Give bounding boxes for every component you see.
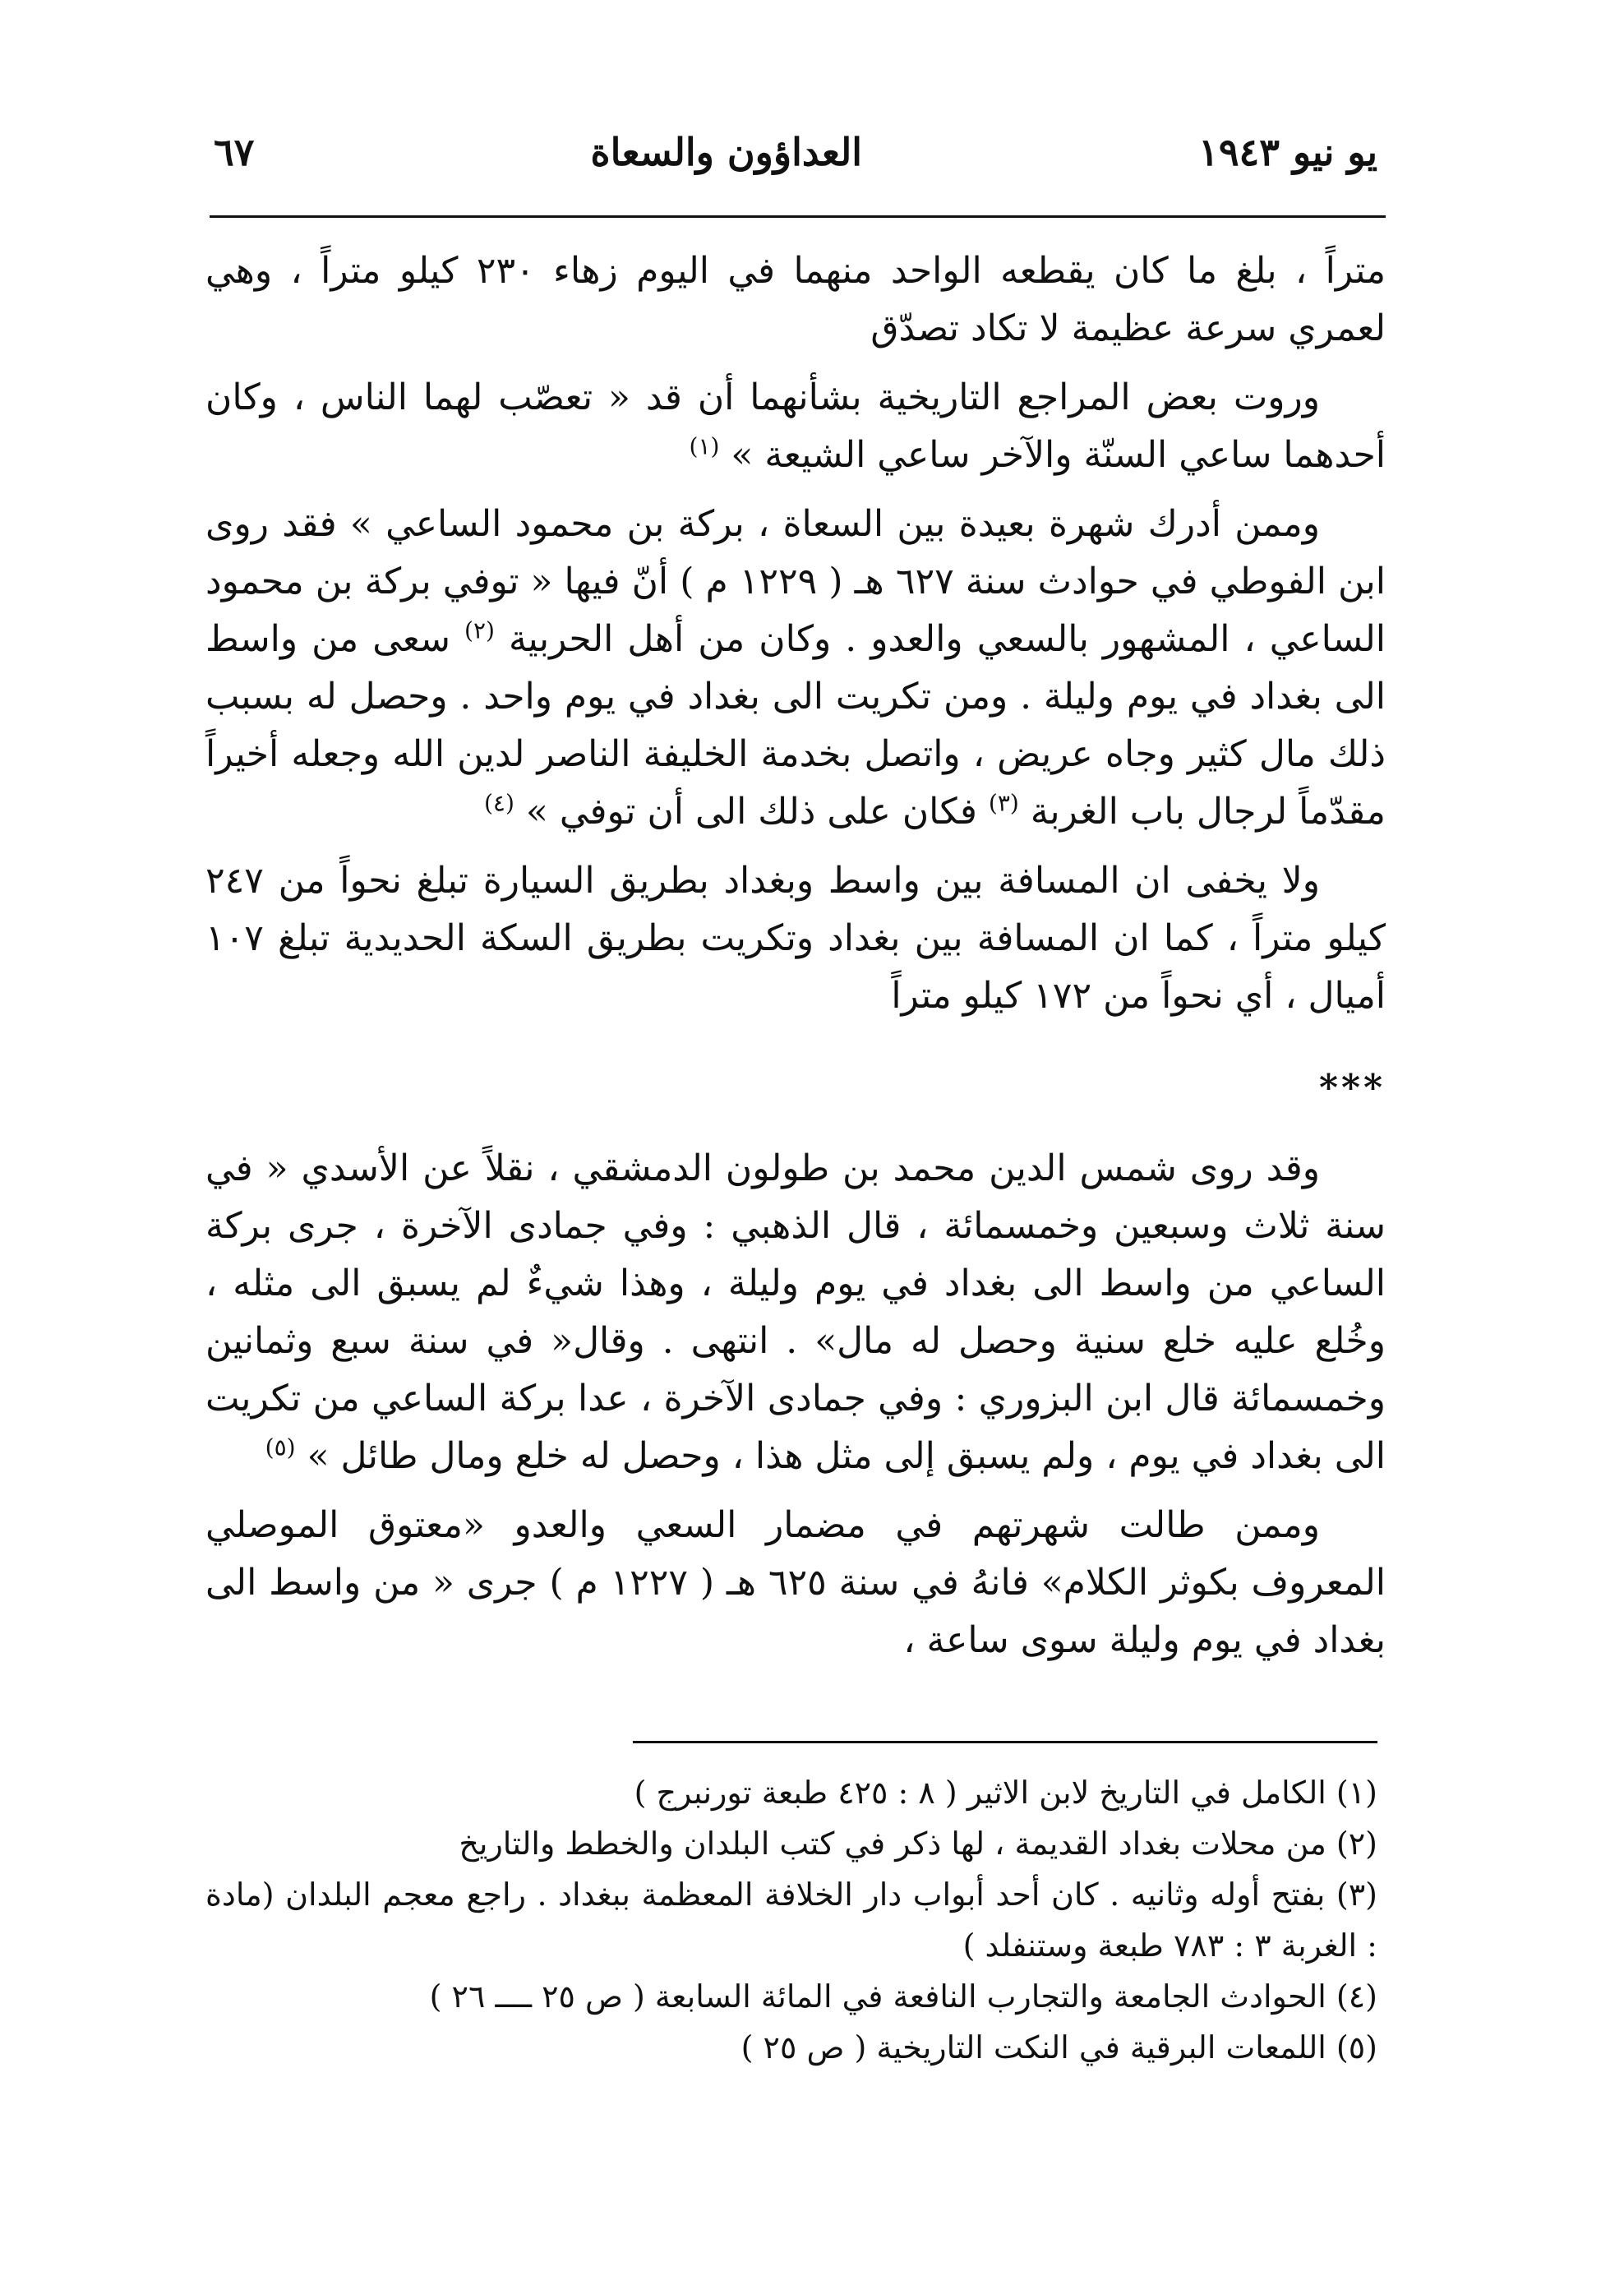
paragraph-1-text: متراً ، بلغ ما كان يقطعه الواحد منهما في اليوم زهاء ٢٣٠ كيلو متراً ، وهي لعمري سرعة عظيمة لا تكاد تصدّق <box>205 250 1386 349</box>
footnotes <box>205 1767 1377 2073</box>
paragraph-3-text-b: سعى من واسط الى بغداد في يوم وليلة . ومن تكريت الى بغداد في يوم واحد . وحصل له بسبب ذلك مال كثير وجاه عريض ، واتصل بخدمة الخليفة الناصر لدين الله وجعله أخيراً مقدّماً لرجال باب الغربة <box>205 618 1386 833</box>
running-header <box>214 123 1377 181</box>
body-text <box>205 242 1386 1681</box>
paragraph-2-text: وروت بعض المراجع التاريخية بشأنهما أن قد « تعصّب لهما الناس ، وكان أحدهما ساعي السنّة والآخر ساعي الشيعة » <box>205 376 1386 476</box>
paragraph-4-text: ولا يخفى ان المسافة بين واسط وبغداد بطريق السيارة تبلغ نحواً من ٢٤٧ كيلو متراً ، كما ان المسافة بين بغداد وتكريت بطريق السكة الحديدية تبلغ ١٠٧ أميال ، أي نحواً من ١٧٢ كيلو متراً <box>205 860 1386 1017</box>
header-title: العداؤون والسعاة <box>590 130 863 174</box>
paragraph-2 <box>205 369 1386 484</box>
footnote-ref-4[interactable]: (٤) <box>483 789 514 817</box>
footnote-2: (٢) من محلات بغداد القديمة ، لها ذكر في كتب البلدان والخطط والتاريخ <box>459 1826 1377 1862</box>
footnote-5: (٥) اللمعات البرقية في النكت التاريخية ( ص ٢٥ ) <box>740 2029 1377 2066</box>
footnote-ref-3[interactable]: (٣) <box>988 789 1019 817</box>
paragraph-3-text-c: فكان على ذلك الى أن توفي » <box>525 791 977 833</box>
footnote-1: (١) الكامل في التاريخ لابن الاثير ( ٨ : ٤٢٥ طبعة تورنبرج ) <box>634 1775 1377 1811</box>
footnote-ref-2[interactable]: (٢) <box>464 616 495 644</box>
footnote-4: (٤) الحوادث الجامعة والتجارب النافعة في المائة السابعة ( ص ٢٥ ــــ ٢٦ ) <box>429 1978 1377 2015</box>
header-date: يو نيو ١٩٤٣ <box>1198 130 1377 174</box>
paragraph-1 <box>205 242 1386 358</box>
paragraph-3 <box>205 496 1386 841</box>
paragraph-5-text: وقد روى شمس الدين محمد بن طولون الدمشقي ، نقلاً عن الأسدي « في سنة ثلاث وسبعين وخمسمائة ، قال الذهبي : وفي جمادى الآخرة ، جرى بركة الساعي من واسط الى بغداد في يوم وليلة ، وهذا شيءٌ لم يسبق الى مثله ، وخُلع عليه خلع سنية وحصل له مال» . انتهى . وقال« في سنة سبع وثمانين وخمسمائة قال ابن البزوري : وفي جمادى الآخرة ، عدا بركة الساعي من تكريت الى بغداد في يوم ، ولم يسبق إلى مثل هذا ، وحصل له خلع ومال طائل » <box>205 1147 1386 1477</box>
footnote-ref-5[interactable]: (٥) <box>265 1433 296 1461</box>
footnote-ref-1[interactable]: (١) <box>689 432 720 460</box>
paragraph-4 <box>205 852 1386 1025</box>
page-number: ٦٧ <box>214 130 255 174</box>
footnote-3: (٣) بفتح أوله وثانيه . كان أحد أبواب دار الخلافة المعظمة ببغداد . راجع معجم البلدان (مادة : الغربة ٣ : ٧٨٣ طبعة وستنفلد ) <box>205 1876 1377 1964</box>
paragraph-3-text-a: وممن أدرك شهرة بعيدة بين السعاة ، بركة بن محمود الساعي » فقد روى ابن الفوطي في حوادث سنة ٦٢٧ هـ ( ١٢٢٩ م ) أنّ فيها « توفي بركة بن محمود الساعي ، المشهور بالسعي والعدو . وكان من أهل الحربية <box>205 503 1386 660</box>
paragraph-6-text: وممن طالت شهرتهم في مضمار السعي والعدو «معتوق الموصلي المعروف بكوثر الكلام» فانهُ في سنة ٦٢٥ هـ ( ١٢٢٧ م ) جرى « من واسط الى بغداد في يوم وليلة سوى ساعة ، <box>205 1504 1386 1661</box>
header-rule <box>210 215 1386 218</box>
footnote-rule <box>633 1741 1377 1743</box>
paragraph-6 <box>205 1497 1386 1669</box>
section-separator: *** <box>1318 1067 1386 1109</box>
paragraph-5 <box>205 1140 1386 1485</box>
